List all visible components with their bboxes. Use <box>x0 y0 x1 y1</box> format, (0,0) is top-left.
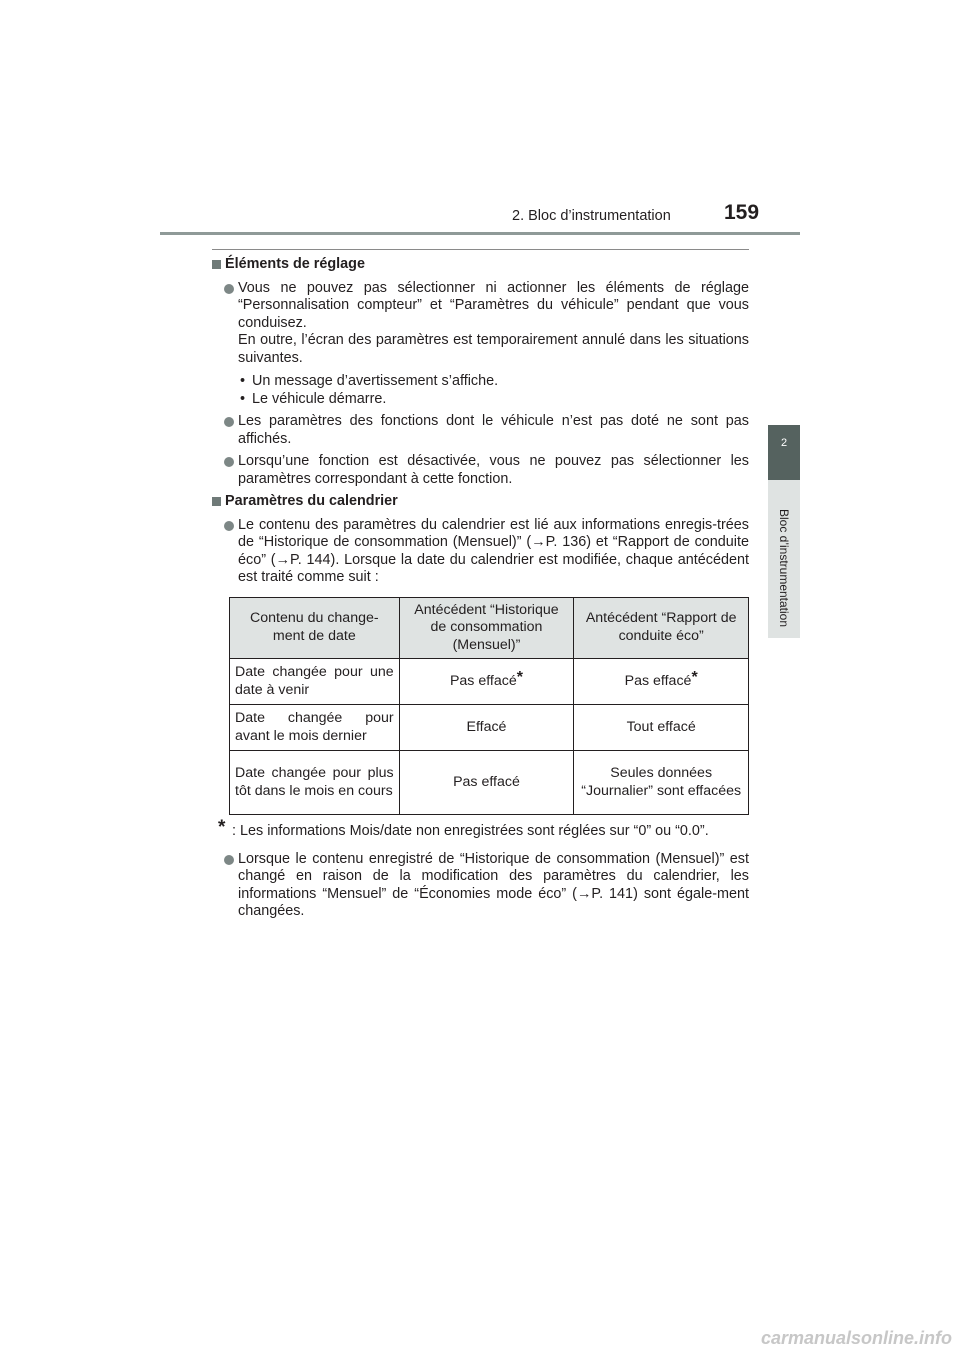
paragraph: Vous ne pouvez pas sélectionner ni actionner les éléments de réglage “Personnalisation compteur” et “Paramètres du véhicule” pendant que vous conduisez. <box>238 279 749 331</box>
sub-list <box>238 373 749 408</box>
table-row <box>230 659 749 705</box>
footnote-text: : Les informations Mois/date non enregistrées sont réglées sur “0” ou “0.0”. <box>232 823 709 839</box>
table-header-cell: Antécédent “Historique de consommation (Mensuel)” <box>399 597 574 659</box>
table-header-cell: Contenu du change-ment de date <box>230 597 400 659</box>
main-content <box>212 249 749 926</box>
table-cell <box>574 659 749 705</box>
bullet-item <box>212 851 749 921</box>
square-bullet-icon <box>212 497 221 506</box>
circle-bullet-icon <box>224 417 234 427</box>
table-header-row <box>230 597 749 659</box>
circle-bullet-icon <box>224 457 234 467</box>
bullet-item <box>212 413 749 448</box>
table-cell: Seules données “Journalier” sont effacées <box>574 751 749 815</box>
footnote <box>212 817 749 841</box>
header-rule <box>160 232 800 235</box>
section-heading-parametres-calendrier <box>212 493 749 511</box>
paragraph: En outre, l’écran des paramètres est temporairement annulé dans les situations suivantes. <box>238 332 749 366</box>
side-tab-label: Bloc d’instrumentation <box>777 508 791 628</box>
cell-text: Pas effacé <box>624 672 692 689</box>
square-bullet-icon <box>212 260 221 269</box>
section-heading-text: Paramètres du calendrier <box>225 493 398 509</box>
section-heading-text: Éléments de réglage <box>225 256 365 272</box>
circle-bullet-icon <box>224 521 234 531</box>
sub-list-item: • Un message d’avertissement s’affiche. <box>238 373 749 391</box>
paragraph: Les paramètres des fonctions dont le véhicule n’est pas doté ne sont pas affichés. <box>238 413 749 447</box>
table-cell: Date changée pour avant le mois dernier <box>230 705 400 751</box>
table-header-cell: Antécédent “Rapport de conduite éco” <box>574 597 749 659</box>
watermark: carmanualsonline.info <box>760 1328 952 1348</box>
side-tab-number: 2 <box>780 437 788 449</box>
footnote-mark: * <box>516 668 523 686</box>
paragraph: Lorsque le contenu enregistré de “Historique de consommation (Mensuel)” est changé en raison de la modification des paramètres du calendrier, les informations “Mensuel” de “Économies mode éco” (→P. 141) sont égale-ment changées. <box>238 850 749 919</box>
side-tab-block <box>768 425 800 480</box>
content-rule <box>212 249 749 250</box>
bullet-item <box>212 453 749 488</box>
table-cell <box>399 659 574 705</box>
bullet-item <box>212 517 749 587</box>
table-cell: Effacé <box>399 705 574 751</box>
table-cell: Pas effacé <box>399 751 574 815</box>
section-heading-elements-reglage <box>212 256 749 274</box>
date-change-table <box>229 597 749 816</box>
cell-text: Pas effacé <box>449 672 517 689</box>
table-row <box>230 705 749 751</box>
circle-bullet-icon <box>224 855 234 865</box>
sub-list-item: • Le véhicule démarre. <box>238 391 749 409</box>
page-number: 159 <box>724 201 760 224</box>
table-row <box>230 751 749 815</box>
paragraph: Lorsqu’une fonction est désactivée, vous ne pouvez pas sélectionner les paramètres correspondant à cette fonction. <box>238 453 749 487</box>
footnote-star: * <box>218 817 226 838</box>
table-cell: Date changée pour plus tôt dans le mois en cours <box>230 751 400 815</box>
table-cell: Tout effacé <box>574 705 749 751</box>
bullet-item <box>212 280 749 409</box>
footnote-mark: * <box>691 668 698 686</box>
paragraph: Le contenu des paramètres du calendrier est lié aux informations enregis-trées de “Historique de consommation (Mensuel)” (→P. 136) et “Rapport de conduite éco” (→P. 144). Lorsque la date du calendrier est modifiée, chaque antécédent est traité comme suit : <box>238 516 749 585</box>
circle-bullet-icon <box>224 284 234 294</box>
chapter-title: 2. Bloc d’instrumentation <box>512 208 671 224</box>
table-cell: Date changée pour une date à venir <box>230 659 400 705</box>
